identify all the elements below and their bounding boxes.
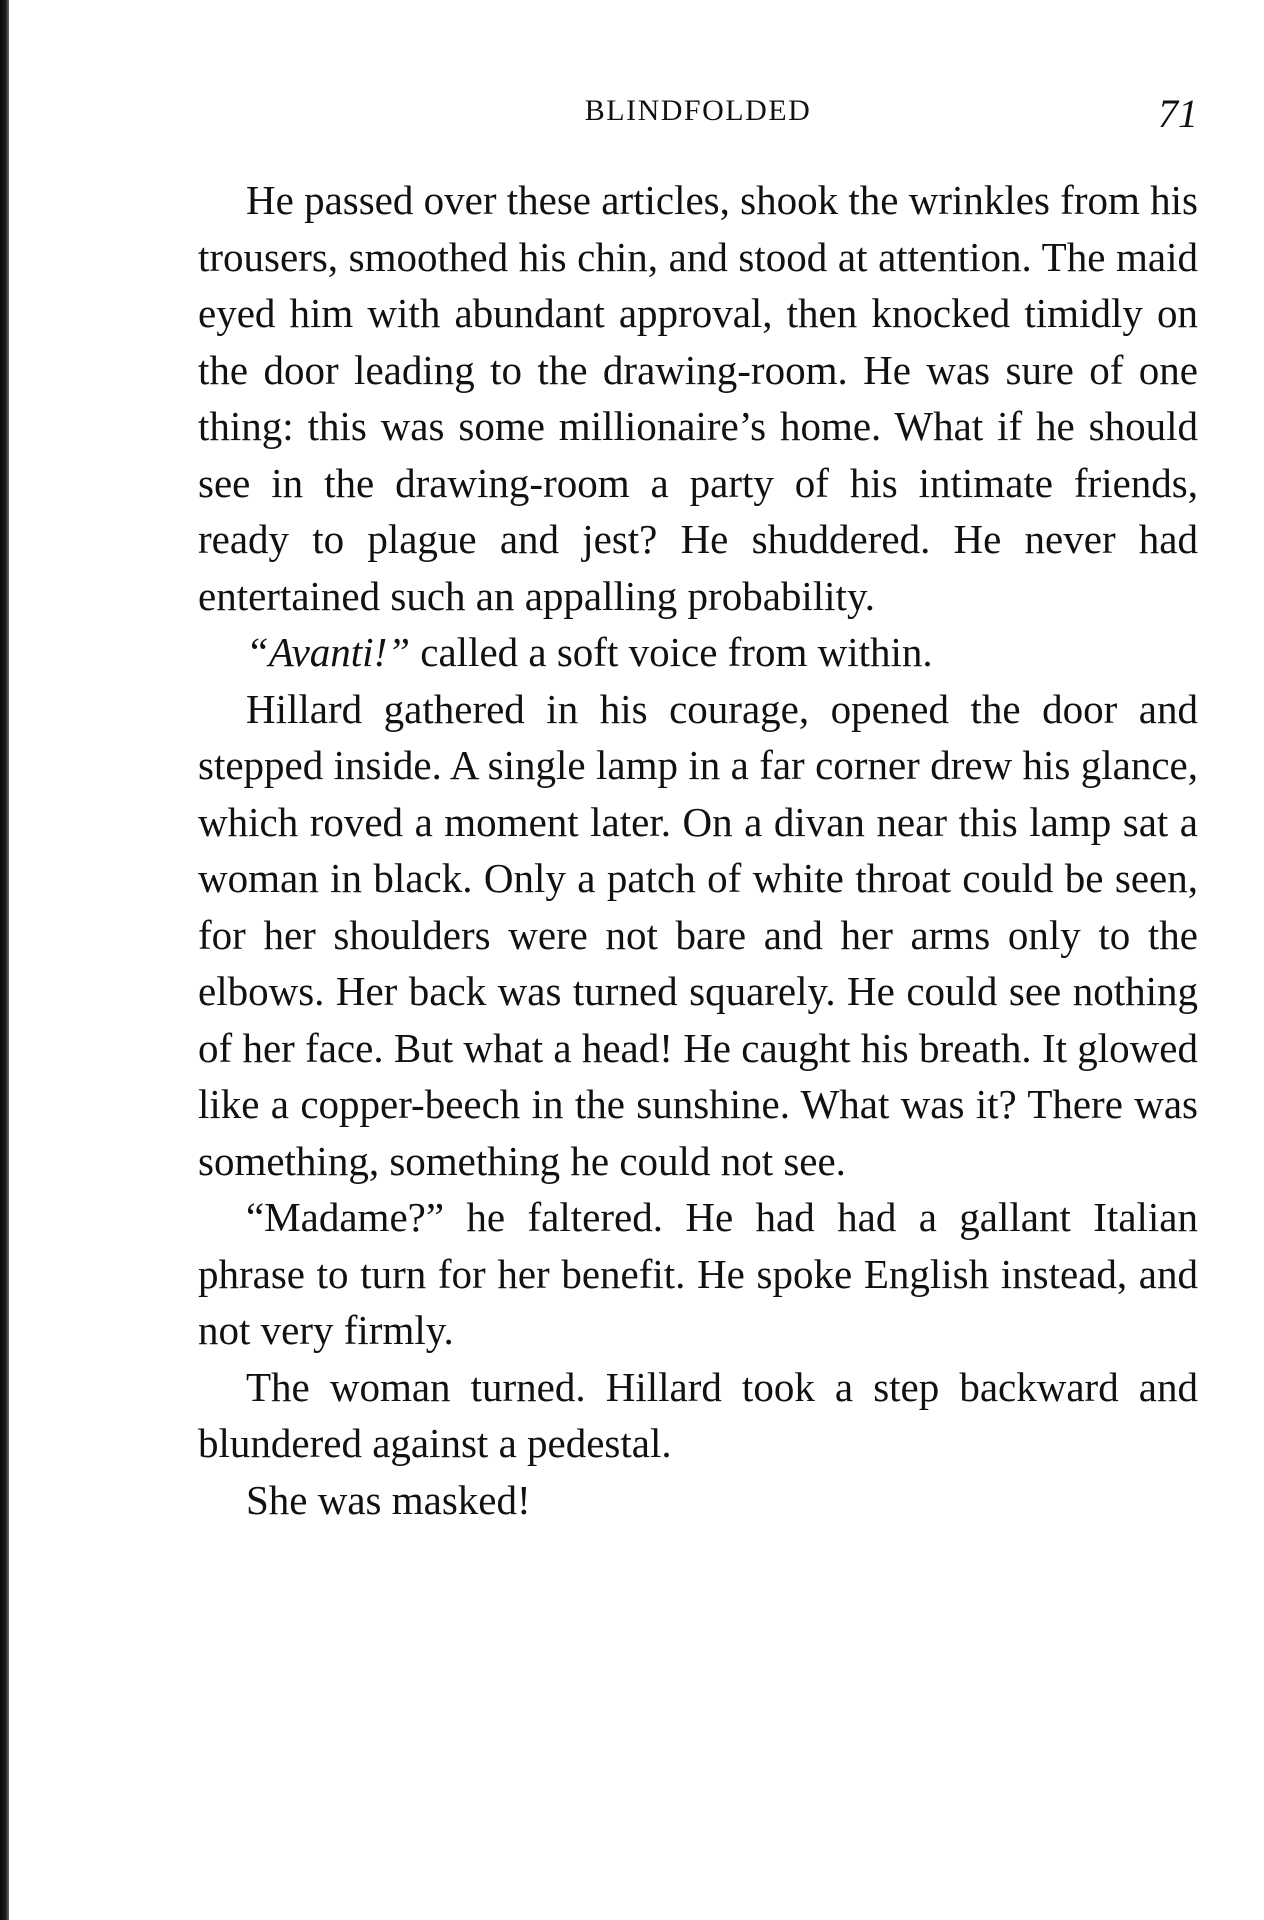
- italic-exclamation: “Avanti!”: [246, 629, 411, 675]
- paragraph: He passed over these articles, shook the wrinkles from his trousers, smoothed his chin, and stood at attention. The maid eyed him with abundant approval, then knocked timidly on the door leading to the drawing-room. He was sure of one thing: this was some millionaire’s home. What if he should see in the drawing-room a party of his intimate friends, ready to plague and jest? He shuddered. He never had entertained such an appalling probability.: [198, 177, 1198, 619]
- running-head: [198, 92, 1198, 142]
- paragraph: “Madame?” he faltered. He had had a gallant Italian phrase to turn for her benefit. He spoke English instead, and not very firmly.: [198, 1194, 1198, 1353]
- chapter-title: BLINDFOLDED: [584, 94, 812, 127]
- binding-edge: [0, 0, 9, 1920]
- paragraph-text: called a soft voice from within.: [410, 629, 933, 675]
- paragraph: [198, 624, 1198, 681]
- paragraph: Hillard gathered in his courage, opened the door and stepped inside. A single lamp in a far corner drew his glance, which roved a moment later. On a divan near this lamp sat a woman in black. Only a patch of white throat could be seen, for her shoulders were not bare and her arms only to the elbows. Her back was turned squarely. He could see nothing of her face. But what a head! He caught his breath. It glowed like a copper-beech in the sunshine. What was it? There was something, something he could not see.: [198, 685, 1198, 1184]
- paragraph: The woman turned. Hillard took a step backward and blundered against a pedestal.: [198, 1363, 1198, 1466]
- paragraph: She was masked!: [246, 1476, 531, 1523]
- page-number: 71: [1158, 91, 1198, 136]
- body-text: [198, 172, 1198, 1528]
